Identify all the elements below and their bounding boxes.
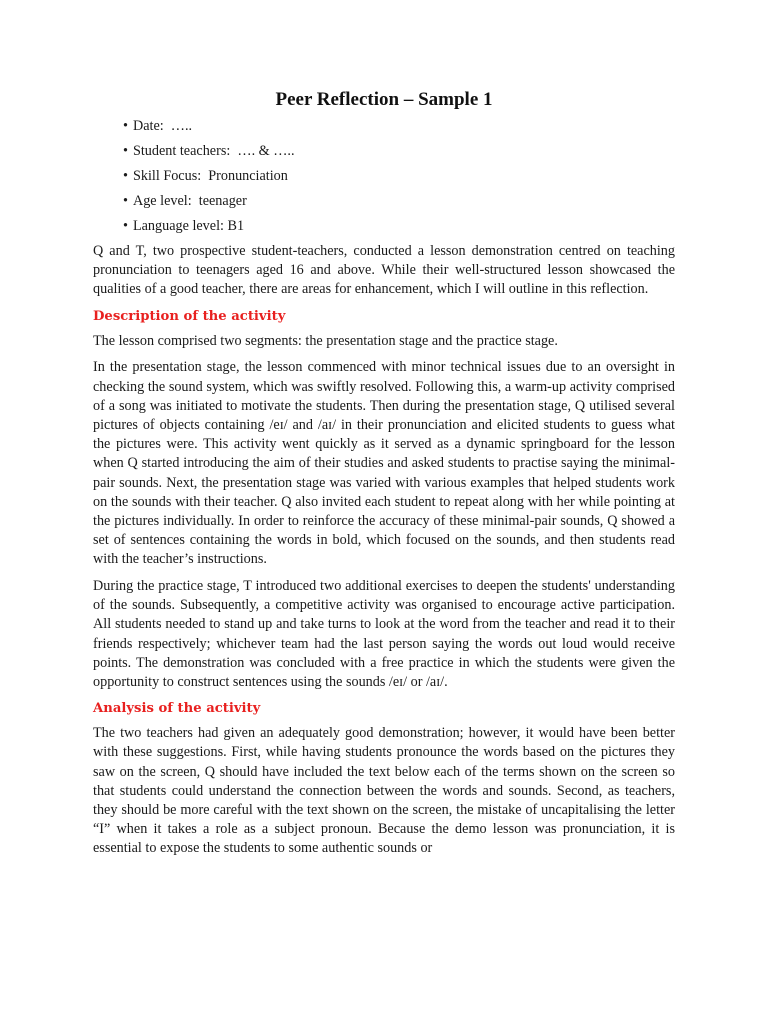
bullet: • <box>123 118 128 134</box>
description-paragraph-1: The lesson comprised two segments: the presentation stage and the practice stage. <box>93 332 558 349</box>
bullet: • <box>123 143 128 159</box>
bullet: • <box>123 168 128 184</box>
section-heading-analysis: Analysis of the activity <box>93 701 261 717</box>
detail-age-level <box>123 192 675 210</box>
detail-date <box>123 117 675 135</box>
detail-student-teachers <box>123 142 675 160</box>
bullet: • <box>123 218 128 234</box>
section-heading-description: Description of the activity <box>93 308 286 324</box>
detail-language-level <box>123 217 675 235</box>
lesson-details-list <box>93 117 675 235</box>
detail-value: teenager <box>198 193 247 209</box>
description-paragraph-2: In the presentation stage, the lesson commenced with minor technical issues due to an oversight in checking the sound system, which was swiftly resolved. Following this, a warm-up activity comprised of a song was initiated to motivate the students. Then during the presentation stage, Q utilised several pictures of objects containing /eɪ/ and /aɪ/ in their pronunciation and elicited students to guess what the pictures were. This activity went quickly as it served as a dynamic springboard for the lesson when Q started introducing the aim of their studies and asked students to practise saying the minimal-pair sounds. Next, the presentation stage was varied with various examples that helped students work on the sounds with their teacher. Q also invited each student to repeat along with her while pointing at the pictures individually. In order to reinforce the accuracy of these minimal-pair sounds, Q showed a set of sentences containing the words in bold, which focused on the sounds, and then students read with the teacher’s instructions. <box>93 359 675 568</box>
detail-label: Age level: <box>132 193 192 209</box>
detail-value: Pronunciation <box>208 168 288 184</box>
intro-paragraph: Q and T, two prospective student-teachers, conducted a lesson demonstration centred on teaching pronunciation to teenagers aged 16 and above. While their well-structured lesson showcased the qualities of a good teacher, there are areas for enhancement, which I will outline in this reflection. <box>93 243 675 298</box>
detail-label: Student teachers: <box>132 143 231 159</box>
document-title: Peer Reflection – Sample 1 <box>275 89 493 110</box>
detail-label: Skill Focus: <box>132 168 202 184</box>
bullet: • <box>123 193 128 209</box>
analysis-paragraph-1: The two teachers had given an adequately good demonstration; however, it would have been better with these suggestions. First, while having students pronounce the words based on the pictures they saw on the screen, Q should have included the text below each of the terms shown on the screen so that students could understand the connection between the words and sounds. Second, as teachers, they should be more careful with the text shown on the screen, the mistake of uncapitalising the letter “I” when it takes a role as a subject pronoun. Because the demo lesson was pronunciation, it is essential to expose the students to some authentic sounds or <box>93 725 675 857</box>
detail-skill-focus <box>123 167 675 185</box>
detail-label: Date: <box>132 118 164 134</box>
detail-value: …. & ….. <box>237 143 295 159</box>
detail-label: Language level: <box>132 218 224 234</box>
document-page <box>93 0 675 1024</box>
description-paragraph-3: During the practice stage, T introduced two additional exercises to deepen the students' understanding of the sounds. Subsequently, a competitive activity was organised to encourage active participation. All students needed to stand up and take turns to look at the word from the teacher and read it to their friends respectively; whichever team had the last person saying the words out loud would receive points. The demonstration was concluded with a free practice in which the students were given the opportunity to construct sentences using the sounds /eɪ/ or /aɪ/. <box>93 578 675 691</box>
detail-value: ….. <box>170 118 193 134</box>
detail-value: B1 <box>227 218 245 234</box>
